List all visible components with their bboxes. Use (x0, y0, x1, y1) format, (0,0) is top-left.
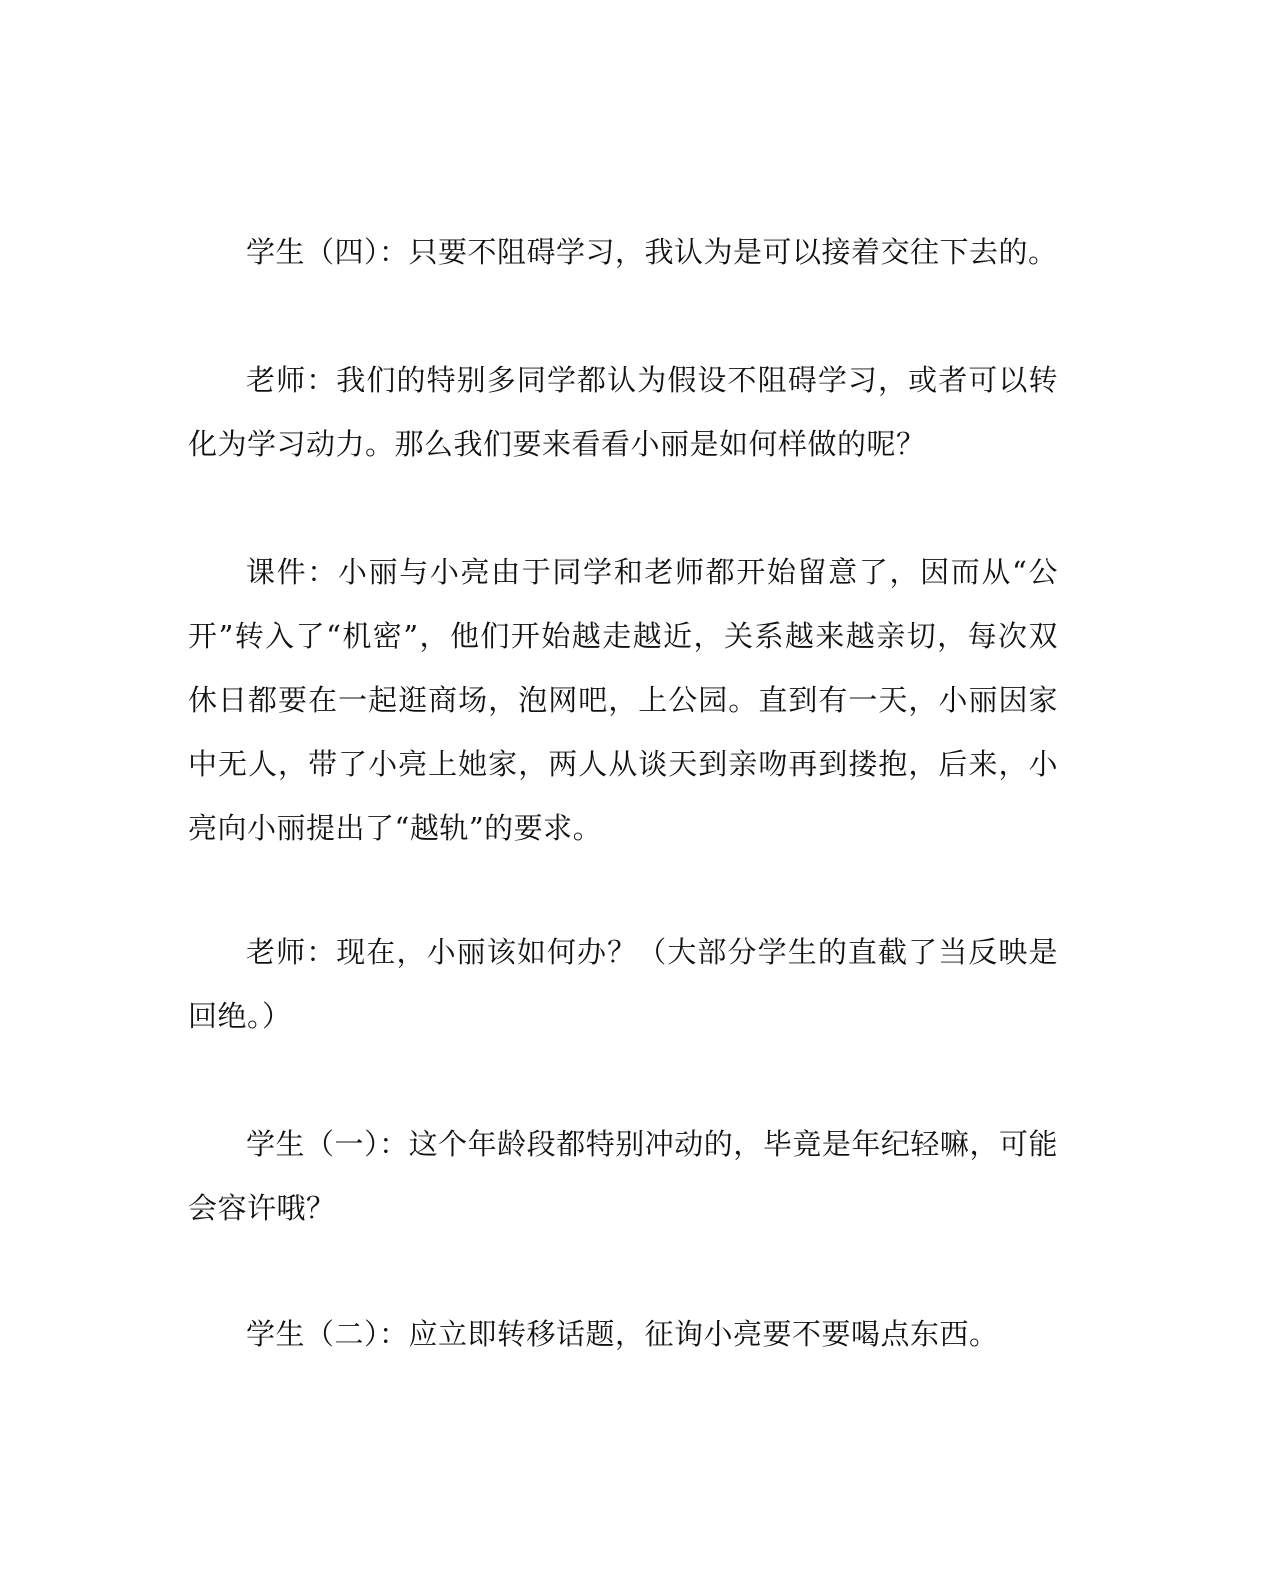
paragraph-student-1: 学生（一）：这个年龄段都特别冲动的，毕竟是年纪轻嘛，可能会容许哦？ (188, 1127, 1058, 1225)
paragraph-student-2: 学生（二）：应立即转移话题，征询小亮要不要喝点东西。 (246, 1317, 999, 1351)
paragraph-teacher-1: 老师：我们的特别多同学都认为假设不阻碍学习，或者可以转化为学习动力。那么我们要来看看小丽是如何样做的呢？ (188, 363, 1058, 461)
paragraph-teacher-2: 老师：现在，小丽该如何办？（大部分学生的直截了当反映是回绝。） (188, 935, 1058, 1033)
paragraph-student-4: 学生（四）：只要不阻碍学习，我认为是可以接着交往下去的。 (246, 235, 1058, 269)
paragraph-courseware: 课件：小丽与小亮由于同学和老师都开始留意了，因而从“公开”转入了“机密”，他们开始越走越近，关系越来越亲切，每次双休日都要在一起逛商场，泡网吧，上公园。直到有一天，小丽因家中无人，带了小亮上她家，两人从谈天到亲吻再到搂抱，后来，小亮向小丽提出了“越轨”的要求。 (188, 555, 1058, 845)
